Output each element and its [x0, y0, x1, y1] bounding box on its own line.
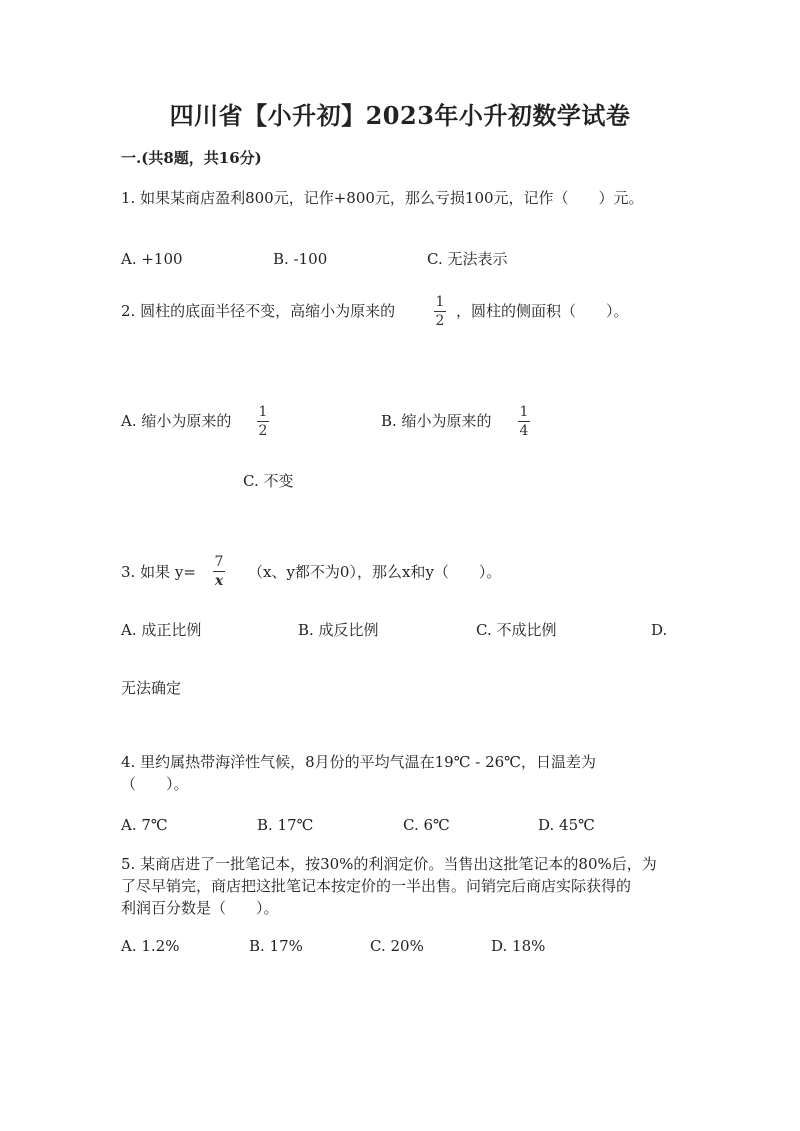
q3-option-d-continued: 无法确定 [121, 679, 182, 697]
fraction-numerator: 7 [214, 554, 224, 570]
fraction-numerator: 1 [258, 404, 268, 420]
q5-option-a: A. 1.2% [121, 937, 180, 955]
question-2-text-before: 2. 圆柱的底面半径不变，高缩小为原来的 [121, 302, 396, 320]
fraction-bar [434, 311, 446, 312]
q1-option-b: B. -100 [273, 250, 328, 268]
fraction-denominator: x [214, 573, 224, 589]
q1-option-c: C. 无法表示 [427, 250, 508, 268]
q4-option-b: B. 17℃ [257, 816, 314, 834]
q1-option-a: A. +100 [121, 250, 183, 268]
q3-option-c: C. 不成比例 [476, 621, 557, 639]
q3-fraction [213, 554, 225, 589]
q5-option-c: C. 20% [370, 937, 424, 955]
question-2-text-after: ，圆柱的侧面积（ ）。 [456, 302, 629, 320]
question-3-text-before: 3. 如果 y= [121, 563, 196, 581]
fraction-numerator: 1 [435, 294, 445, 310]
q4-option-d: D. 45℃ [538, 816, 595, 834]
question-5-line-3: 利润百分数是（ ）。 [121, 899, 279, 917]
q3-option-a: A. 成正比例 [121, 621, 202, 639]
q3-option-d: D. [651, 621, 668, 639]
fraction-bar [257, 421, 269, 422]
q2-option-a-fraction [257, 404, 269, 439]
question-4-line-1: 4. 里约属热带海洋性气候，8月份的平均气温在19℃ - 26℃，日温差为 [121, 753, 596, 771]
q4-option-a: A. 7℃ [121, 816, 168, 834]
q5-option-b: B. 17% [249, 937, 303, 955]
fraction-denominator: 2 [435, 313, 445, 329]
q3-option-b: B. 成反比例 [298, 621, 379, 639]
q5-option-d: D. 18% [491, 937, 546, 955]
question-3-text-after: （x、y都不为0），那么x和y（ ）。 [248, 563, 502, 581]
question-1-text: 1. 如果某商店盈利800元，记作+800元，那么亏损100元，记作（ ）元。 [121, 189, 644, 207]
fraction-denominator: 4 [519, 423, 529, 439]
q2-fraction [434, 294, 446, 329]
page-title: 四川省【小升初】2023年小升初数学试卷 [169, 101, 631, 130]
q2-option-b-fraction [518, 404, 530, 439]
question-5-line-1: 5. 某商店进了一批笔记本，按30%的利润定价。当售出这批笔记本的80%后，为 [121, 855, 657, 873]
question-4-line-2: （ ）。 [121, 775, 189, 793]
fraction-bar [213, 571, 225, 572]
fraction-numerator: 1 [519, 404, 529, 420]
fraction-bar [518, 421, 530, 422]
q2-option-b: B. 缩小为原来的 [381, 412, 492, 430]
q2-option-c: C. 不变 [243, 472, 294, 490]
section-heading: 一.(共8题，共16分) [121, 149, 262, 167]
q4-option-c: C. 6℃ [403, 816, 450, 834]
question-5-line-2: 了尽早销完，商店把这批笔记本按定价的一半出售。问销完后商店实际获得的 [121, 877, 632, 895]
q2-option-a: A. 缩小为原来的 [121, 412, 232, 430]
fraction-denominator: 2 [258, 423, 268, 439]
